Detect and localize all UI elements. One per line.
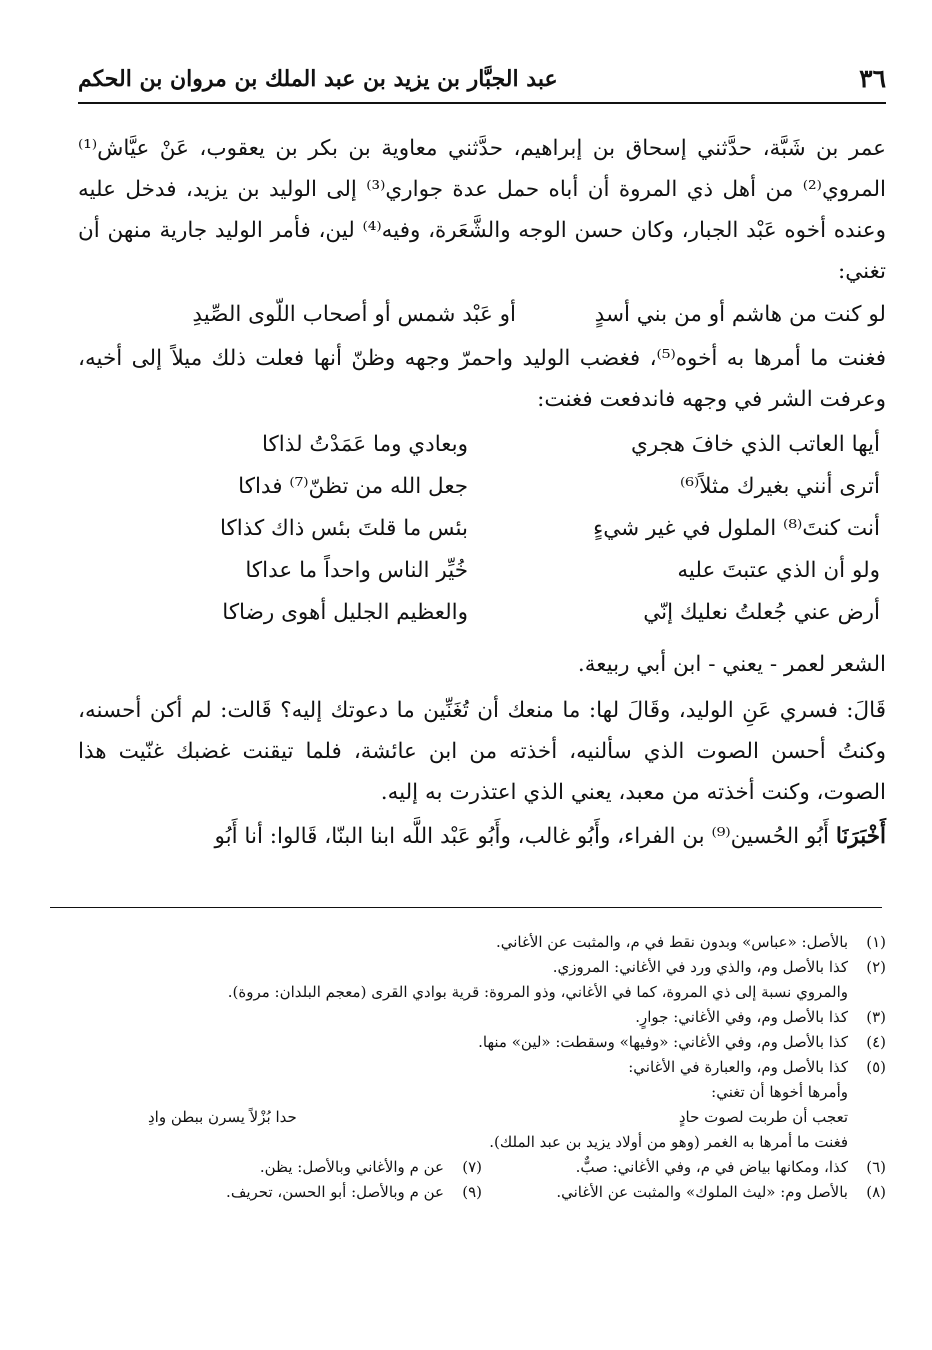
verse-second-hemistich: وبعادي وما عَمَدْتُ لذاكا xyxy=(261,432,468,457)
verse-second-hemistich: بئس ما قلتَ بئس ذاك كذاكا xyxy=(219,516,468,541)
footnote-separator xyxy=(50,907,882,908)
paragraph-text: أَبُو الحُسين⁽⁹⁾ بن الفراء، وأَبُو غالب، وأَبُو عَبْد اللَّه ابنا البنّا، قَالوا: أنا أَبُو xyxy=(214,824,836,849)
verse-second-hemistich: حدا بُزْلاً يسرن ببطن وادِ xyxy=(148,1108,297,1126)
footnote xyxy=(78,1155,482,1180)
footnote-row xyxy=(78,1155,886,1180)
poem-verse xyxy=(78,550,886,592)
verse-second-hemistich: أو عَبْد شمس أو أصحاب اللّوى الصِّيدِ xyxy=(192,302,516,327)
verse-first-hemistich: أيها العاتب الذي خافَ هجري xyxy=(631,432,880,457)
poem-attribution: الشعر لعمر - يعني - ابن أبي ربيعة. xyxy=(577,652,886,677)
verse-second-hemistich: خُيِّر الناس واحداً ما عداكا xyxy=(245,558,468,583)
footnote-text: كذا بالأصل وم، وفي الأغاني: جوارٍ. xyxy=(635,1008,848,1026)
footnote xyxy=(482,1180,886,1205)
verse-first-hemistich: لو كنت من هاشم أو من بني أسدٍ xyxy=(594,302,886,327)
footnote-continuation: والمروي نسبة إلى ذي المروة، كما في الأغاني، وذو المروة: قرية بوادي القرى (معجم البلدان: مروة). xyxy=(227,983,848,1001)
footnote xyxy=(78,930,886,955)
verse-first-hemistich: أرض عني جُعلتُ نعليك إنّي xyxy=(643,600,880,625)
page-number: ٣٦ xyxy=(859,64,886,93)
paragraph: قَالَ: فسري عَنِ الوليد، وقَالَ لها: ما منعك أن تُغَنِّين ما دعوتك إليه؟ قَالت: لم أكن أحسنه، وكنتُ أحسن الصوت الذي سألنيه، أخذته من ابن عائشة، فلما تيقنت غضبك غنّيت هذا الصوت، وكنت أخذته من معبد، يعني الذي اعتذرت به إليه. xyxy=(78,698,886,805)
poem-verse xyxy=(78,592,886,634)
footnote-text: كذا، ومكانها بياض في م، وفي الأغاني: صبٌّ. xyxy=(575,1158,848,1176)
poem-verse xyxy=(78,424,886,466)
footnote-number: (٤) xyxy=(866,1033,886,1051)
footnote-verse xyxy=(78,1105,886,1130)
footnote-text: عن م وبالأصل: أبو الحسن، تحريف. xyxy=(226,1183,444,1201)
footnote xyxy=(482,1155,886,1180)
footnote xyxy=(78,1180,482,1205)
running-title: عبد الجبَّار بن يزيد بن عبد الملك بن مروان بن الحكم xyxy=(78,66,558,92)
verse-first-hemistich: تعجب أن طربت لصوت حادٍ xyxy=(678,1108,848,1126)
footnote-number: (٢) xyxy=(866,958,886,976)
verse-second-hemistich: جعل الله من تظنّ⁽⁷⁾ فداكا xyxy=(238,474,468,499)
footnote-number: (٧) xyxy=(462,1158,482,1176)
poem-verse xyxy=(78,466,886,508)
footnote xyxy=(78,1005,886,1030)
footnotes xyxy=(78,930,886,1205)
isnad-keyword: أَخْبَرَنَا xyxy=(835,824,886,849)
footnote-continuation: وأمرها أخوها أن تغني: xyxy=(711,1083,848,1101)
paragraph xyxy=(78,816,886,857)
verse-first-hemistich: أترى أنني بغيرك مثلاً⁽⁶⁾ xyxy=(680,474,880,499)
footnote-text: كذا بالأصل وم، وفي الأغاني: «وفيها» وسقطت: «لين» منها. xyxy=(478,1033,848,1051)
verse-first-hemistich: ولو أن الذي عتبتَ عليه xyxy=(677,558,880,583)
footnote xyxy=(78,955,886,980)
verse-first-hemistich: أنت كنتَ⁽⁸⁾ الملول في غير شيءٍ xyxy=(593,516,880,541)
footnote-continuation: فغنت ما أمرها به الغمر (وهو من أولاد يزيد بن عبد الملك). xyxy=(489,1133,848,1151)
poem xyxy=(78,424,886,634)
verse-line xyxy=(78,292,886,338)
paragraph: عمر بن شَبَّة، حدَّثني إسحاق بن إبراهيم، حدَّثني معاوية بن بكر بن يعقوب، عَنْ عيَّاش⁽¹⁾ المروي⁽²⁾ من أهل ذي المروة أن أباه حمل عدة جواري⁽³⁾ إلى الوليد بن يزيد، فدخل عليه وعنده أخوه عَبْد الجبار، وكان حسن الوجه والشَّعَرة، وفيه⁽⁴⁾ لين، فأمر الوليد جارية منهن أن تغني: xyxy=(78,136,886,284)
footnote-text: كذا بالأصل وم، والذي ورد في الأغاني: المروزي. xyxy=(552,958,848,976)
footnote-number: (٥) xyxy=(866,1058,886,1076)
footnote-number: (٩) xyxy=(462,1183,482,1201)
main-text xyxy=(78,128,886,857)
page-header xyxy=(78,58,886,104)
poem-verse xyxy=(78,508,886,550)
footnote xyxy=(78,1055,886,1080)
footnote xyxy=(78,1030,886,1055)
footnote-text: عن م والأغاني وبالأصل: يظن. xyxy=(259,1158,444,1176)
footnote-text: كذا بالأصل وم، والعبارة في الأغاني: xyxy=(628,1058,848,1076)
footnote-number: (٨) xyxy=(866,1183,886,1201)
footnote-text: بالأصل: «عباس» وبدون نقط في م، والمثبت عن الأغاني. xyxy=(495,933,848,951)
footnote-text: بالأصل وم: «ليث الملوك» والمثبت عن الأغاني. xyxy=(556,1183,848,1201)
verse-second-hemistich: والعظيم الجليل أهوى رضاكا xyxy=(222,600,468,625)
paragraph: فغنت ما أمرها به أخوه⁽⁵⁾، فغضب الوليد واحمرّ وجهه وظنّ أنها فعلت ذلك ميلاً إلى أخيه، وعرفت الشر في وجهه فاندفعت فغنت: xyxy=(78,346,886,412)
footnote-number: (١) xyxy=(866,933,886,951)
footnote-number: (٣) xyxy=(866,1008,886,1026)
footnote-row xyxy=(78,1180,886,1205)
footnote-number: (٦) xyxy=(866,1158,886,1176)
